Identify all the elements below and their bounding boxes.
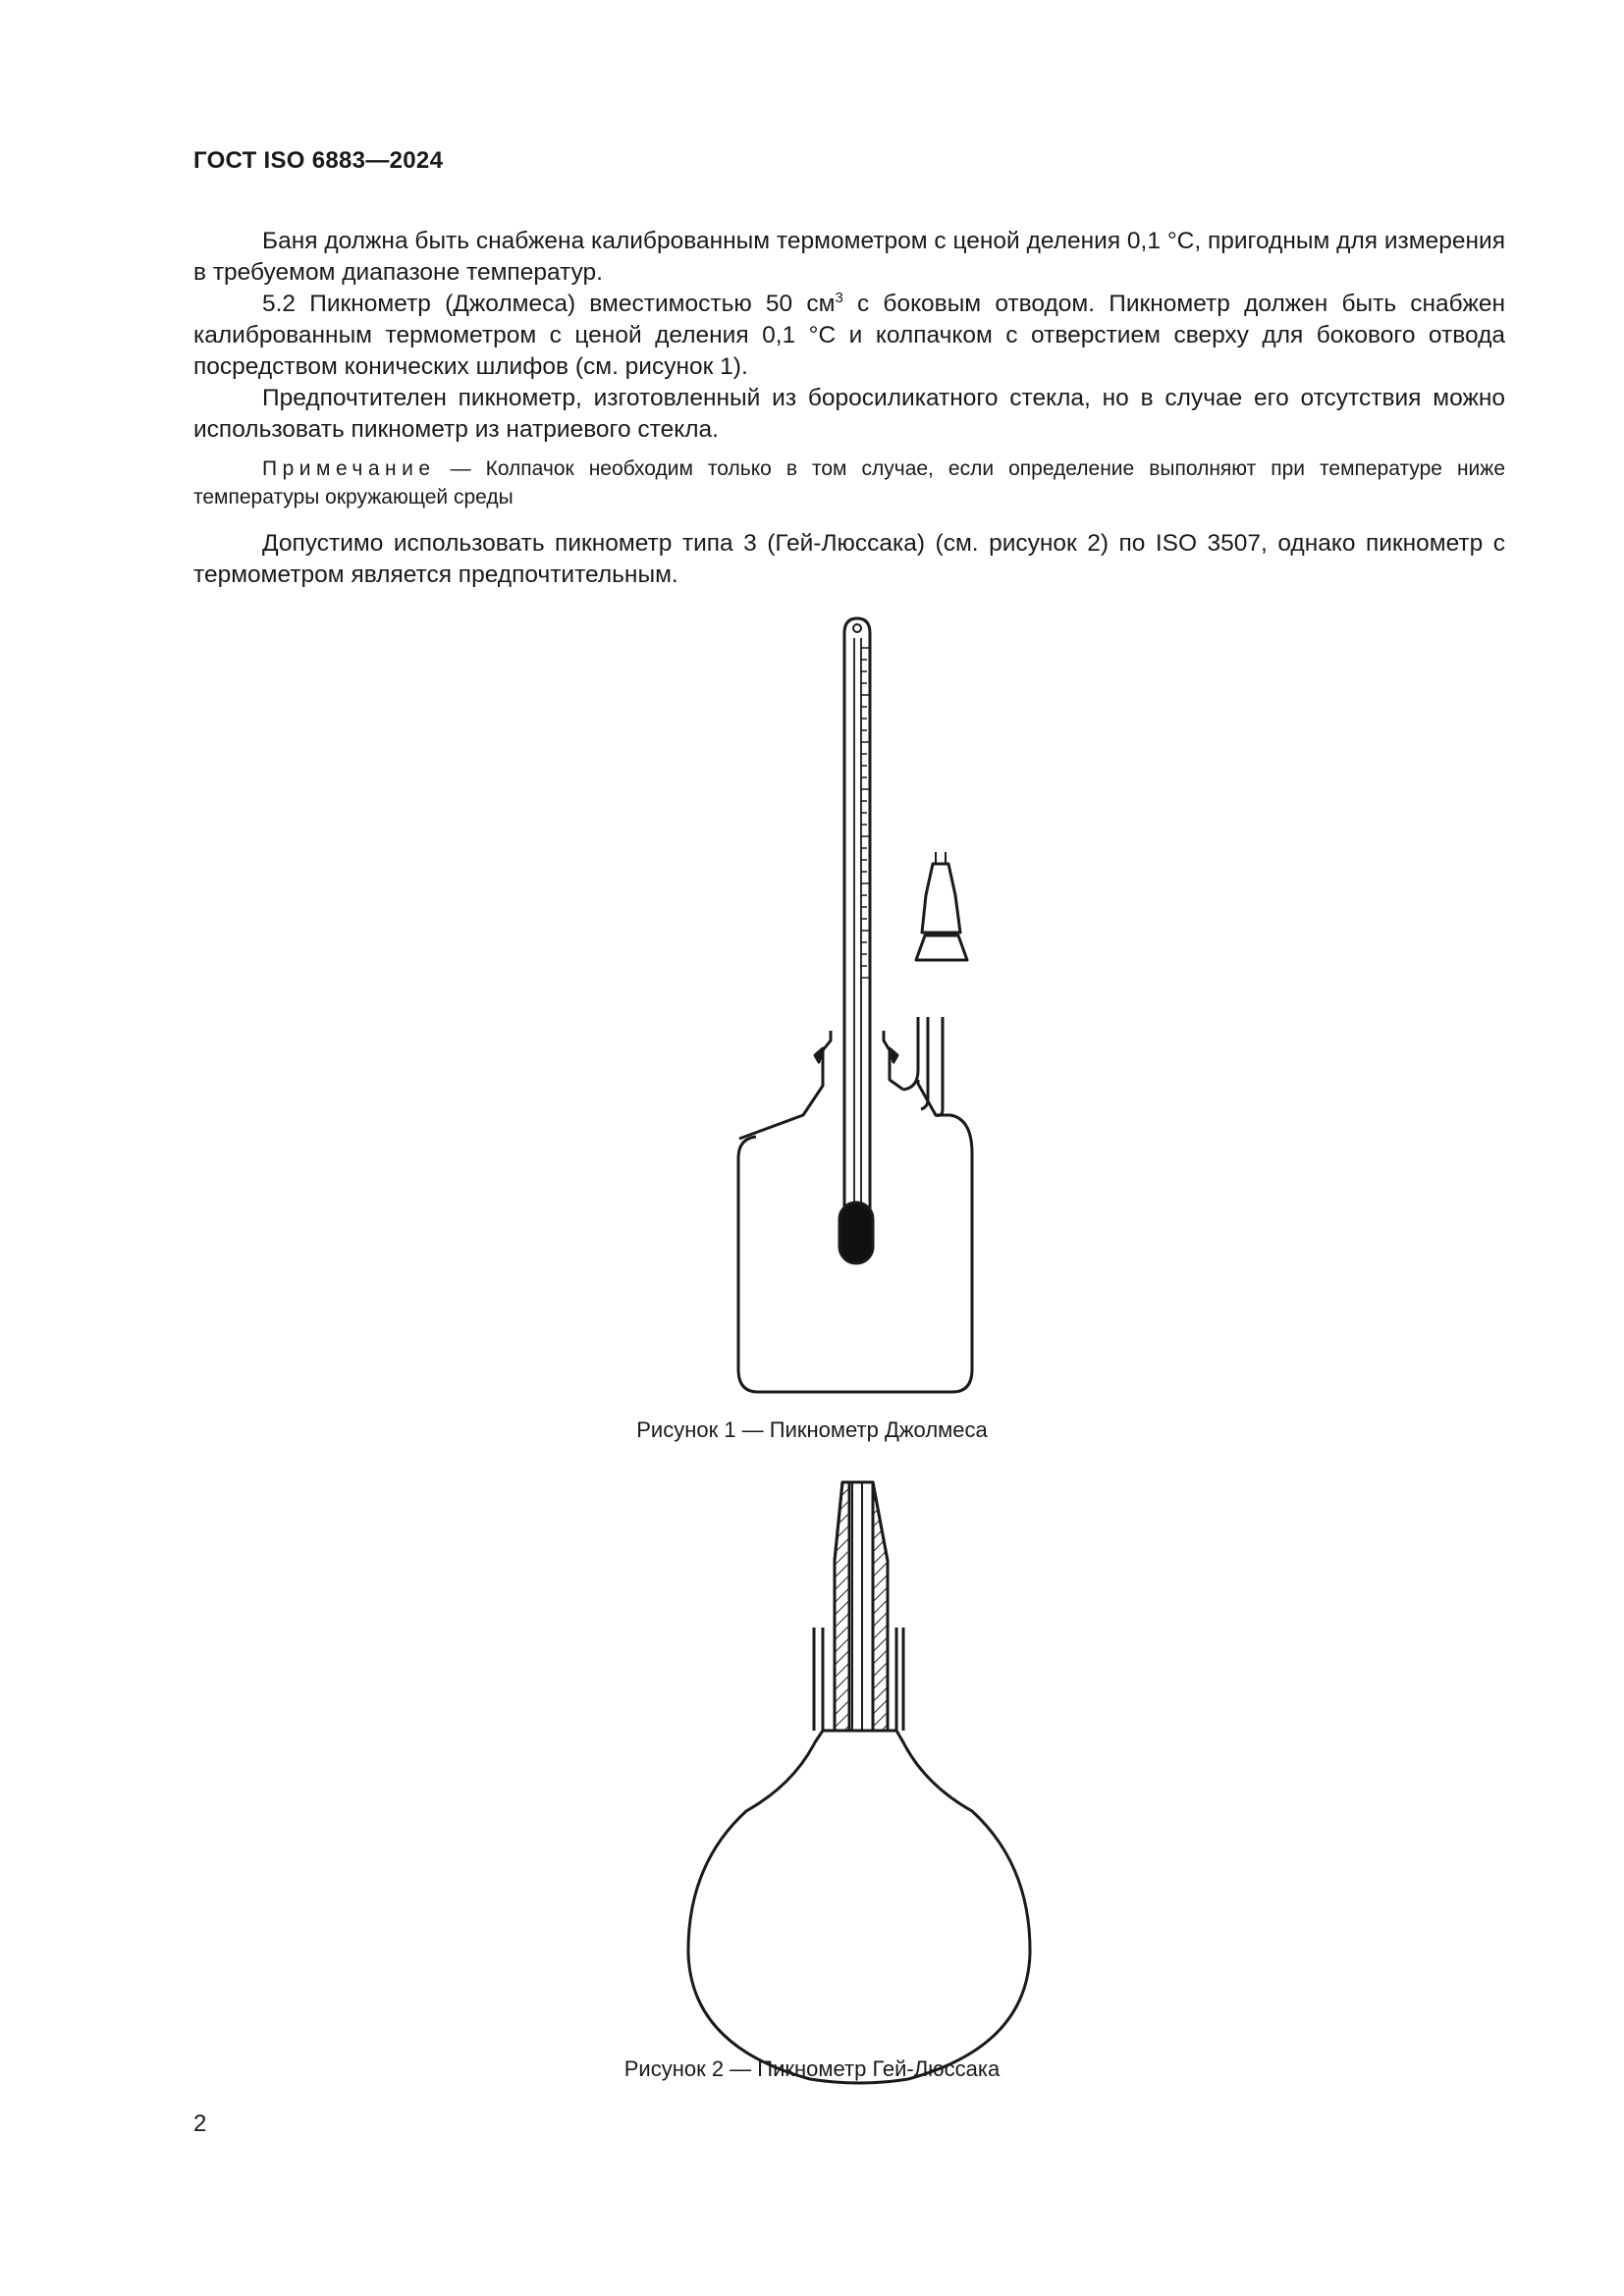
thermometer-bulb xyxy=(839,1202,873,1263)
page-number: 2 xyxy=(193,2110,207,2137)
figure-1-caption: Рисунок 1 — Пикнометр Джолмеса xyxy=(636,1417,988,1442)
jaulmes-pycnometer-drawing xyxy=(738,618,972,1392)
paragraph-5-2-before: 5.2 Пикнометр (Джолмеса) вместимостью 50 см xyxy=(262,291,836,317)
neck-rim-left xyxy=(814,1628,823,1731)
thermometer-scale xyxy=(861,648,869,978)
cap-cone xyxy=(922,864,960,933)
thermometer-capillary xyxy=(854,638,861,1217)
cap-base xyxy=(916,935,967,960)
paragraph-bath: Баня должна быть снабжена калиброванным термометром с ценой деления 0,1 °С, пригодным для измерения в требуемом диапазоне температур. xyxy=(193,228,1505,286)
stopper-hatched-left xyxy=(835,1482,849,1731)
gay-lussac-pycnometer-drawing xyxy=(688,1482,1030,2083)
thermometer-neck xyxy=(823,1031,903,1090)
paragraph-borosilicate: Предпочтителен пикнометр, изготовленный из боросиликатного стекла, но в случае его отсутствия можно использовать пикнометр из натриевого стекла. xyxy=(193,385,1505,443)
paragraph-5-2-after: с боковым отводом. Пикнометр должен быть снабжен калиброванным термометром с ценой деления 0,1 °С и колпачком с отверстием сверху для бокового отвода посредством конических шлифов (см. рисунок 1). xyxy=(193,291,1505,380)
figure-2-caption: Рисунок 2 — Пикнометр Гей-Люссака xyxy=(623,2056,1001,2081)
paragraph-gay-lussac: Допустимо использовать пикнометр типа 3 (Гей-Люссака) (см. рисунок 2) по ISO 3507, однако пикнометр с термометром является предпочтительным. xyxy=(193,530,1505,588)
stopper-capillary xyxy=(852,1482,862,1731)
flask-body xyxy=(688,1731,1030,2083)
cap-tip xyxy=(936,852,946,864)
stopper-hatched-right xyxy=(866,1482,888,1731)
note-label: Примечание xyxy=(262,457,436,480)
thermometer-top-bulb xyxy=(853,624,861,632)
note-text: — Колпачок необходим только в том случае, если определение выполняют при температуре ниже температуры окружающей среды xyxy=(193,457,1505,508)
neck-rim-right xyxy=(896,1628,903,1731)
side-arm xyxy=(903,1017,943,1115)
document-header: ГОСТ ISO 6883—2024 xyxy=(193,147,444,174)
superscript-3: 3 xyxy=(835,289,843,306)
